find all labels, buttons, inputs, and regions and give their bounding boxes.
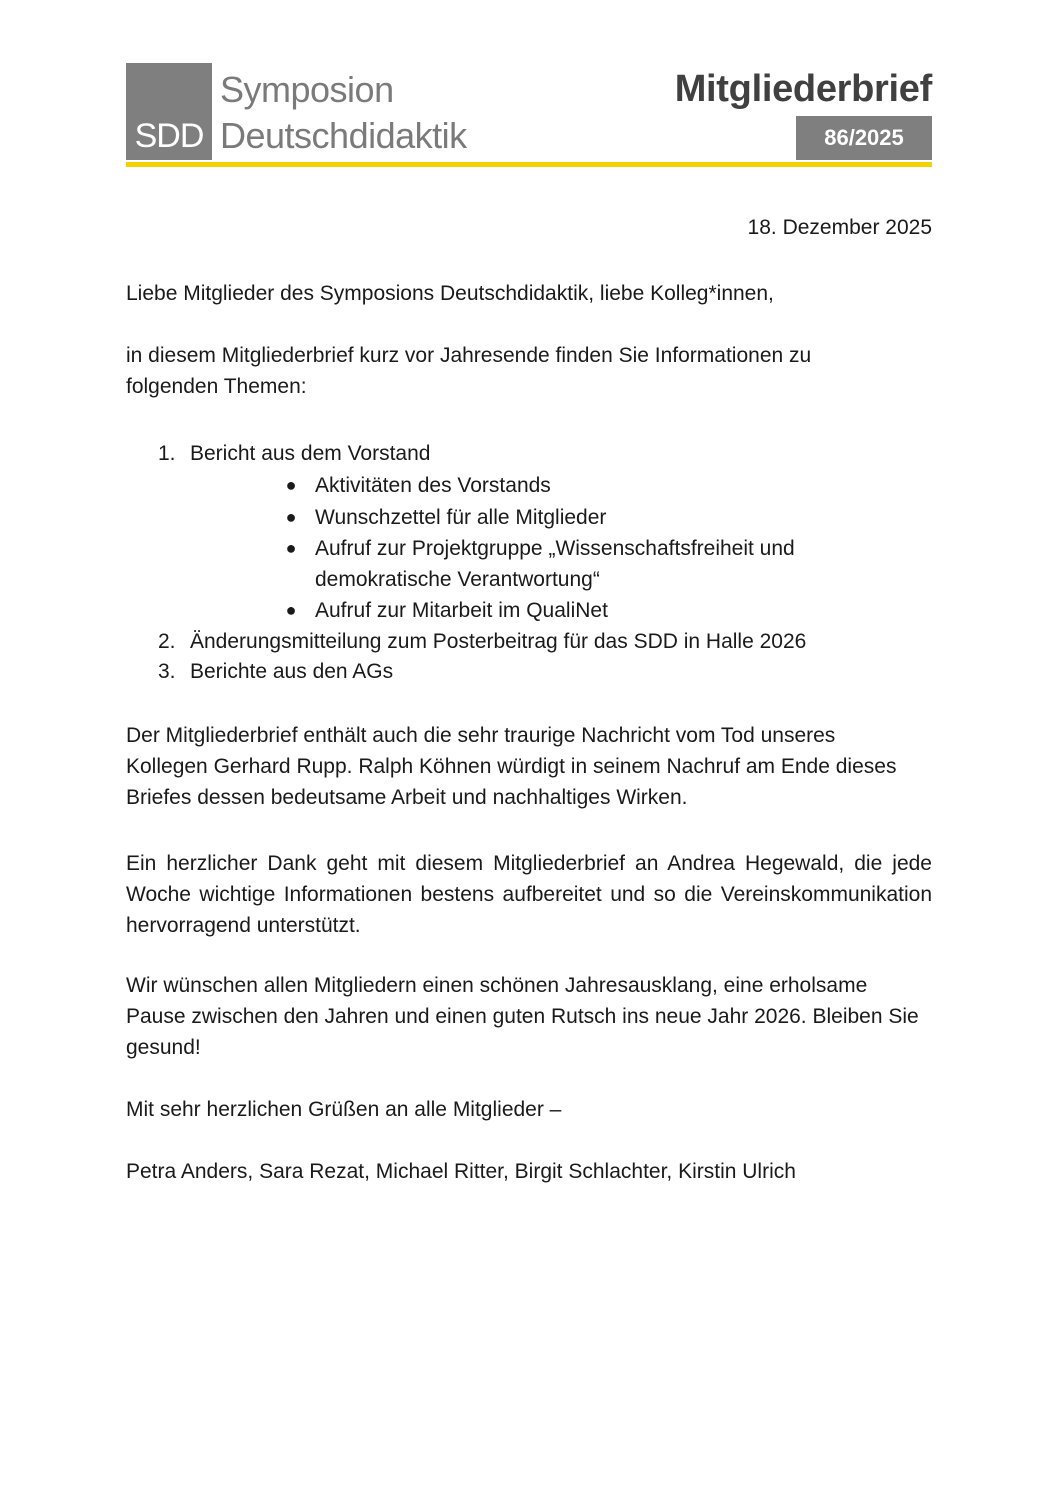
bullet-icon: ● [285, 538, 297, 558]
closing-line: Mit sehr herzlichen Grüßen an alle Mitglieder – [126, 1098, 562, 1121]
signatures: Petra Anders, Sara Rezat, Michael Ritter, Birgit Schlachter, Kirstin Ulrich [126, 1160, 796, 1183]
letter-date: 18. Dezember 2025 [747, 216, 932, 239]
logo-abbreviation: SDD [134, 117, 204, 155]
wishes-paragraph: Wir wünschen allen Mitgliedern einen schönen Jahresausklang, eine erholsame Pause zwischen den Jahren und einen guten Rutsch ins neue Jahr 2026. Bleiben Sie gesund! [126, 974, 919, 1059]
topic-number: 2. [158, 630, 176, 653]
logo-text-line2: Deutschdidaktik [220, 115, 467, 156]
thanks-paragraph: Ein herzlicher Dank geht mit diesem Mitgliederbrief an Andrea Hegewald, die jede Woche wichtige Informationen bestens aufbereitet und so die Vereinskommunikation hervorragend unterstützt. [126, 852, 932, 937]
subtopic-label: Wunschzettel für alle Mitglieder [315, 506, 607, 529]
bullet-icon: ● [285, 600, 297, 620]
document-title: Mitgliederbrief [674, 68, 932, 110]
logo-text-line1: Symposion [220, 69, 394, 110]
bullet-icon: ● [285, 475, 297, 495]
issue-badge: 86/2025 [796, 116, 932, 160]
bullet-icon: ● [285, 507, 297, 527]
topic-number: 1. [158, 442, 176, 465]
topic-label: Berichte aus den AGs [190, 660, 394, 683]
topic-label: Bericht aus dem Vorstand [190, 442, 431, 465]
topic-number: 3. [158, 660, 176, 683]
subtopic-label: Aufruf zur Mitarbeit im QualiNet [315, 599, 608, 622]
topic-label: Änderungsmitteilung zum Posterbeitrag für das SDD in Halle 2026 [190, 630, 807, 653]
subtopic-label: Aufruf zur Projektgruppe „Wissenschaftsfreiheit und demokratische Verantwortung“ [315, 537, 795, 591]
subtopic-label: Aktivitäten des Vorstands [315, 474, 551, 497]
obituary-notice-paragraph: Der Mitgliederbrief enthält auch die sehr traurige Nachricht vom Tod unseres Kollegen Gerhard Rupp. Ralph Köhnen würdigt in seinem Nachruf am Ende dieses Briefes dessen bedeutsame Arbeit und nachhaltiges Wirken. [126, 724, 897, 809]
intro-paragraph: in diesem Mitgliederbrief kurz vor Jahresende finden Sie Informationen zu folgenden Themen: [126, 344, 812, 398]
greeting: Liebe Mitglieder des Symposions Deutschdidaktik, liebe Kolleg*innen, [126, 282, 774, 305]
header-divider [126, 162, 932, 167]
